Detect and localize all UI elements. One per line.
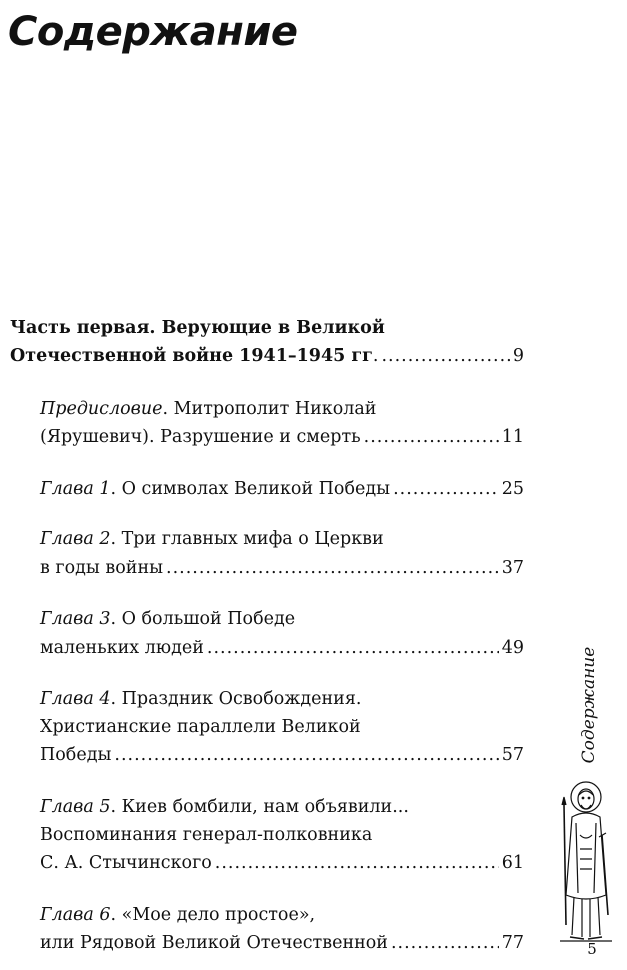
toc-part-title-line1 <box>10 316 385 340</box>
toc-entry-title-cont: в годы войны <box>40 558 164 578</box>
leader-dots <box>207 636 499 660</box>
toc-entry-chapter-5-line3 <box>40 851 524 875</box>
toc-part-title-line2 <box>10 344 524 368</box>
running-head-text: Содержание <box>579 646 599 764</box>
toc-entry-title: . Митрополит Николай <box>162 399 377 419</box>
toc-entry-title: . «Мое дело простое», <box>110 905 316 925</box>
toc-page-number: 37 <box>501 558 524 578</box>
leader-dots <box>364 425 499 449</box>
toc-entry-chapter-2-line2 <box>40 556 524 580</box>
toc-entry-prefix: Глава 6 <box>40 905 111 925</box>
toc-entry-title-cont: или Рядовой Великой Отечественной <box>40 933 388 953</box>
toc-page-number: 11 <box>501 427 524 447</box>
toc-entry-title-cont: (Ярушевич). Разрушение и смерть <box>40 427 361 447</box>
toc-entry-title-cont: С. А. Стычинского <box>40 853 212 873</box>
running-head <box>578 646 600 764</box>
toc-entry-title: . Три главных мифа о Церкви <box>110 529 384 549</box>
toc-page-number: 9 <box>512 346 524 366</box>
toc-entry-chapter-3 <box>40 607 295 631</box>
toc-entry-prefix: Глава 1 <box>40 479 111 499</box>
toc-entry-prefix: Глава 3 <box>40 609 111 629</box>
page-title: Содержание <box>8 9 298 55</box>
toc-entry-title-cont: маленьких людей <box>40 638 204 658</box>
leader-dots <box>393 477 499 501</box>
toc-part-title-period: . <box>372 346 379 366</box>
toc-entry-prefix: Глава 2 <box>40 529 111 549</box>
toc-page-number: 77 <box>501 933 524 953</box>
toc-entry-chapter-6 <box>40 903 315 927</box>
toc-entry-chapter-5 <box>40 795 409 819</box>
toc-page-number: 57 <box>501 745 524 765</box>
page-number: 5 <box>587 940 597 958</box>
toc-entry-chapter-2 <box>40 527 384 551</box>
toc-entry-prefix: Предисловие <box>40 399 163 419</box>
toc-entry-title-cont: Воспоминания генерал-полковника <box>40 825 373 845</box>
leader-dots <box>114 743 498 767</box>
toc-part-title-cont: Отечественной войне 1941–1945 гг <box>10 346 373 366</box>
toc-entry-title: . Праздник Освобождения. <box>110 689 362 709</box>
toc-entry-title: . О символах Великой Победы <box>110 479 391 499</box>
toc-entry-preface <box>40 397 376 421</box>
toc-entry-chapter-4-line2 <box>40 715 361 739</box>
toc-entry-title-cont: Победы <box>40 745 112 765</box>
leader-dots <box>215 851 499 875</box>
toc-entry-chapter-4 <box>40 687 361 711</box>
toc-entry-chapter-4-line3 <box>40 743 524 767</box>
toc-entry-title: . О большой Победе <box>110 609 296 629</box>
saint-warrior-icon <box>556 775 616 945</box>
toc-entry-title-cont: Христианские параллели Великой <box>40 717 361 737</box>
toc-entry-prefix: Глава 5 <box>40 797 111 817</box>
toc-entry-chapter-1 <box>40 477 524 501</box>
toc-entry-title: . Киев бомбили, нам объявили... <box>110 797 409 817</box>
toc-page-number: 25 <box>501 479 524 499</box>
leader-dots <box>381 344 509 368</box>
toc-entry-chapter-5-line2 <box>40 823 372 847</box>
leader-dots <box>391 931 499 955</box>
leader-dots <box>166 556 499 580</box>
toc-entry-preface-line2 <box>40 425 524 449</box>
toc-page-number: 49 <box>501 638 524 658</box>
toc-entry-prefix: Глава 4 <box>40 689 111 709</box>
toc-page-number: 61 <box>501 853 524 873</box>
toc-entry-chapter-6-line2 <box>40 931 524 955</box>
toc-part-title: Часть первая. Верующие в Великой <box>10 318 385 338</box>
toc-entry-chapter-3-line2 <box>40 636 524 660</box>
